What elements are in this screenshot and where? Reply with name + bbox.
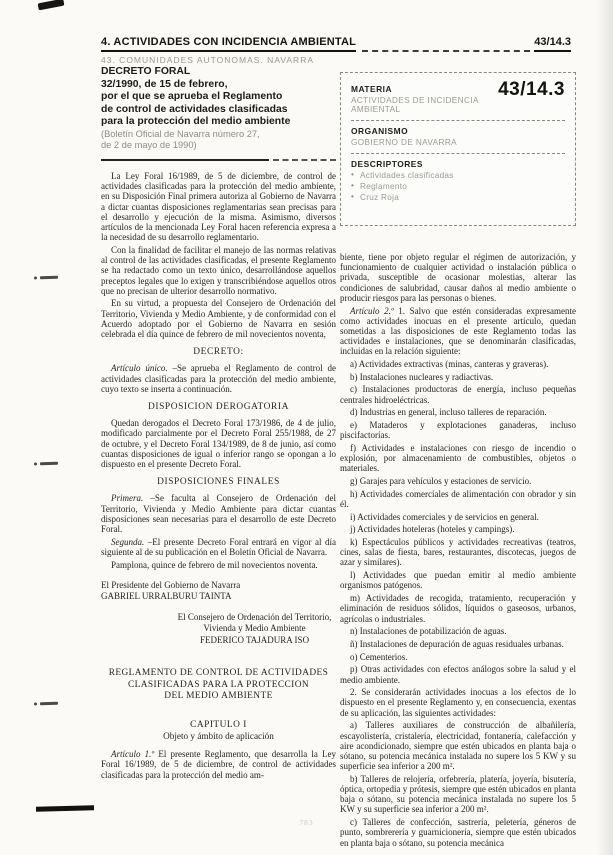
text-block: • Cruz Roja xyxy=(351,193,565,202)
text-block: m) Actividades de recogida, tratamiento, recuperación y eliminación de residuos sólidos, líquidos o gaseosos, urbanos, agrícolas o industriales. xyxy=(340,593,576,624)
text-block: ñ) Instalaciones de depuración de aguas residuales urbanas. xyxy=(350,638,564,649)
divider xyxy=(101,159,336,161)
text-block: i) Actividades comerciales y de servicios en general. xyxy=(350,511,539,522)
text-block: Pamplona, quince de febrero de mil novecientos noventa. xyxy=(111,559,318,570)
text-block: (Boletín Oficial de Navarra número 27, xyxy=(101,128,260,139)
right-column-text xyxy=(340,252,576,848)
header-rule xyxy=(362,36,530,52)
materia-value: ACTIVIDADES DE INCIDENCIA AMBIENTAL xyxy=(351,96,479,114)
text-block: c) Instalaciones productoras de energía, incluso pequeñas centrales hidroeléctricas. xyxy=(340,384,576,405)
scan-corner-artifact xyxy=(38,0,65,10)
text-block: La Ley Foral 16/1989, de 5 de diciembre, de control de actividades clasificadas para la protección del medio ambiente, en su Disposición Final primera autoriza al Gobierno de Navarra a dictar cuantas disposiciones reglamentarias sean precisas para el desarrollo y ejecución de la misma. Asimismo, diversos artículos de la mencionada Ley Foral hacen referencia expresa a la necesidad de su desarrollo reglamentario. xyxy=(101,170,336,243)
left-column xyxy=(101,66,336,782)
info-box xyxy=(340,72,576,226)
text-block: Con la finalidad de facilitar el manejo de las normas relativas al control de las actividades clasificadas, el presente Reglamento se ha redactado como un texto único, desarrollándose aquellos preceptos legales que lo exigen y transcribiéndose aquellos otros que no precisan de ulterior desarrollo normativo. xyxy=(101,244,336,296)
descriptores-label: DESCRIPTORES xyxy=(351,159,423,169)
text-block: El Presidente del Gobierno de Navarra GABRIEL URRALBURU TAINTA xyxy=(101,579,241,602)
text-block: l) Actividades que puedan emitir al medio ambiente organismos patógenos. xyxy=(340,570,576,591)
text-block: d) Industrias en general, incluso talleres de reparación. xyxy=(350,407,547,418)
materia-label: MATERIA xyxy=(351,84,393,94)
text-block: REGLAMENTO DE CONTROL DE ACTIVIDADES CLASIFICADAS PARA LA PROTECCION DEL MEDIO AMBIENTE xyxy=(108,668,329,702)
text-block: Primera. –Se faculta al Consejero de Ordenación del Territorio, Vivienda y Medio Ambiente para dictar cuantas disposiciones sean necesarias para el desarrollo de este Decreto Foral. xyxy=(101,493,336,535)
page-ref: 43/14.3 xyxy=(534,36,571,52)
decree-title-note xyxy=(101,129,336,152)
text-block: Artículo único. –Se aprueba el Reglamento de control de actividades clasificadas para la protección del medio ambiente, cuyo texto se inserta a continuación. xyxy=(101,363,336,394)
text-block: CAPITULO I xyxy=(190,719,247,730)
text-block: En su virtud, a propuesta del Consejero de Ordenación del Territorio, Vivienda y Medio Ambiente, y de conformidad con el Acuerdo adoptado por el Gobierno de Navarra en sesión celebrada el día quince de febrero de mil novecientos noventa, xyxy=(101,298,336,340)
text-block: para la protección del medio ambiente xyxy=(101,116,291,128)
section-title: 4. ACTIVIDADES CON INCIDENCIA AMBIENTAL xyxy=(101,36,356,52)
text-block: Artículo 2.º 1. Salvo que estén consideradas expresamente como actividades inocuas en el presente artículo, quedan sometidas a las disposiciones de este Reglamento todas las actividades e instalaciones, que se denominarán clasificadas, incluidas en la relación siguiente: xyxy=(340,305,576,357)
text-block: biente, tiene por objeto regular el régimen de autorización, y funcionamiento de cualquier actividad o instalación pública o privada, susceptible de ocasionar molestias, alterar las condiciones de salubridad, causar daños al medio ambiente o producir riesgos para las personas o bienes. xyxy=(340,252,576,303)
info-box-ref-number: 43/14.3 xyxy=(498,79,565,100)
text-block: DECRETO: xyxy=(193,347,244,358)
text-block: n) Instalaciones de potabilización de aguas. xyxy=(350,626,507,637)
text-block: Quedan derogados el Decreto Foral 173/1986, de 4 de julio, modificado parcialmente por el Decreto Foral 255/1988, de 27 de octubre, y el Decreto Foral 134/1989, de 8 de junio, así como cuantas disposiciones de igual o inferior rango se opongan a lo dispuesto en el presente Decreto Foral. xyxy=(101,418,336,470)
text-block: • Reglamento xyxy=(351,182,565,191)
text-block: p) Otras actividades con efectos análogos sobre la salud y el medio ambiente. xyxy=(340,664,576,685)
right-column xyxy=(340,72,576,850)
page-header xyxy=(101,36,571,65)
text-block: Artículo 1.º El presente Reglamento, que desarrolla la Ley Foral 16/1989, de 5 de diciembre, de control de actividades clasificadas para la protección del medio am- xyxy=(101,749,336,780)
text-block: o) Cementerios. xyxy=(350,651,408,662)
text-block: h) Actividades comerciales de alimentación con obrador y sin él. xyxy=(340,488,576,509)
divider-solid-segment xyxy=(101,159,269,161)
info-box-descriptores-section xyxy=(351,153,565,217)
text-block: b) Instalaciones nucleares y radiactivas. xyxy=(350,371,494,382)
text-block: b) Talleres de relojería, orfebrería, platería, joyería, bisutería, óptica, ortopedia y prótesis, siempre que estén ubicados en planta baja o sótano, su potencia mecánica instalada no supere los 5 KW y su superficie sea inferior a 200 m². xyxy=(340,773,576,815)
left-column-text xyxy=(101,171,336,780)
text-block: de 2 de mayo de 1990) xyxy=(101,140,197,151)
margin-bar-artifact xyxy=(36,805,94,812)
text-block: 32/1990, de 15 de febrero, xyxy=(101,78,228,90)
text-block: e) Mataderos y explotaciones ganaderas, incluso piscifactorías. xyxy=(340,420,576,441)
text-block: de control de actividades clasificadas xyxy=(101,103,288,115)
divider-dashed-segment xyxy=(273,159,336,161)
text-block: 2. Se considerarán actividades inocuas a los efectos de lo dispuesto en el presente Reglamento y, en consecuencia, exentas de su aplicación, las siguientes actividades: xyxy=(340,687,576,718)
subsection-label: 43. COMUNIDADES AUTONOMAS. NAVARRA xyxy=(101,55,315,65)
text-block: k) Espectáculos públicos y actividades recreativas (teatros, cines, salas de fiesta, bares, restaurantes, discotecas, juegos de azar y similares). xyxy=(340,537,576,568)
decree-title-lines xyxy=(101,66,336,129)
text-block: f) Actividades e instalaciones con riesgo de incendio o explosión, por almacenamiento de combustibles, objetos o materiales. xyxy=(340,442,576,474)
decree-title-block xyxy=(101,66,336,161)
margin-mark xyxy=(40,702,58,705)
text-block: Objeto y ámbito de aplicación xyxy=(163,731,274,742)
text-block: j) Actividades hoteleras (hoteles y campings). xyxy=(350,524,515,535)
organismo-value: GOBIERNO DE NAVARRA xyxy=(351,138,458,147)
text-block: El Consejero de Ordenación del Territorio, Vivienda y Medio Ambiente FEDERICO TAJADURA ISO xyxy=(177,611,332,645)
margin-mark xyxy=(40,276,58,279)
info-box-materia-section xyxy=(351,79,565,120)
text-block: c) Talleres de confección, sastrería, peletería, géneros de punto, sombrerería y guarnicionería, siempre que estén ubicados en planta baja o sótano, su potencia mecánica xyxy=(340,817,576,848)
text-block: Segunda. –El presente Decreto Foral entrará en vigor al día siguiente al de su publicación en el Boletín Oficial de Navarra. xyxy=(101,536,336,557)
text-block: por el que se aprueba el Reglamento xyxy=(101,91,283,103)
organismo-label: ORGANISMO xyxy=(351,126,409,136)
text-block: g) Garajes para vehículos y estaciones de servicio. xyxy=(350,476,532,487)
text-block: DISPOSICION DEROGATORIA xyxy=(148,402,289,413)
text-block: • Actividades clasificadas xyxy=(351,171,565,180)
page-number: 783 xyxy=(299,818,314,827)
margin-mark xyxy=(40,462,58,465)
scan-edge-shadow xyxy=(597,0,613,855)
descriptores-list xyxy=(351,171,565,202)
info-box-organismo-section xyxy=(351,120,565,153)
text-block: a) Talleres auxiliares de construcción de albañilería, escayolistería, cristalería, electricidad, fontanería, calefacción y aire acondicionado, siempre que estén ubicados en planta baja o sótano, su potencia mecánica instalada no supere los 5 KW y su superficie sea inferior a 200 m². xyxy=(340,720,576,772)
text-block: DISPOSICIONES FINALES xyxy=(157,477,280,488)
header-row xyxy=(101,36,571,52)
text-block: a) Actividades extractivas (minas, canteras y graveras). xyxy=(350,359,549,370)
text-block: DECRETO FORAL xyxy=(101,66,191,77)
